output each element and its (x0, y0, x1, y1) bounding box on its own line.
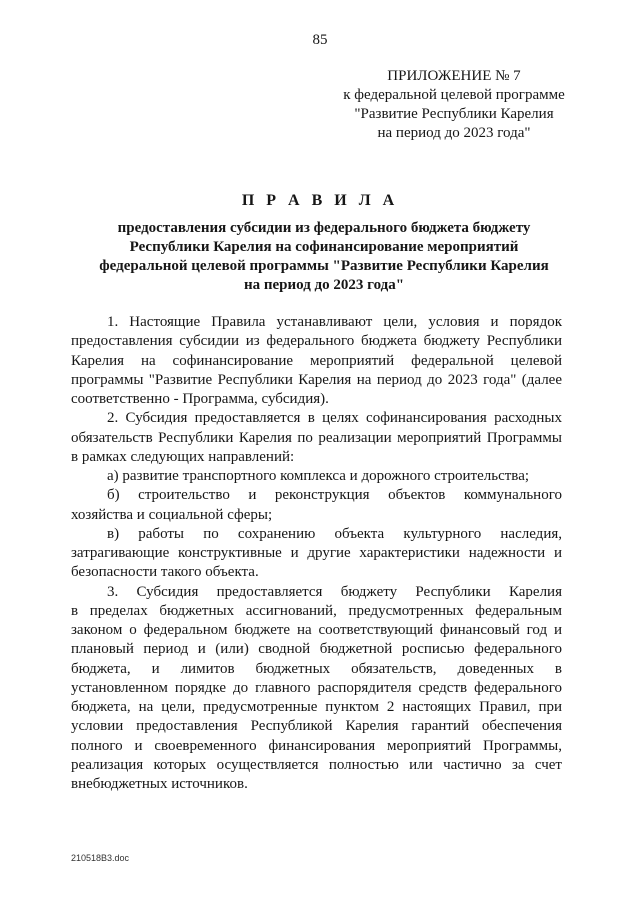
paragraph-line: внебюджетных источников. (71, 776, 248, 792)
paragraph-line: бюджета, и лимитов бюджетных обязательств, доведенных в (71, 660, 562, 677)
paragraph-line: хозяйства и социальной сферы; (71, 506, 273, 523)
paragraph-line: соответственно - Программа, субсидия). (71, 391, 329, 407)
paragraph-line: затрагивающие конструктивные и другие характеристики надежности и (71, 545, 562, 561)
paragraph-line: а) развитие транспортного комплекса и дорожного строительства; (107, 468, 530, 484)
paragraph (71, 525, 562, 583)
paragraph-line: б) строительство и реконструкция объектов коммунального (107, 487, 562, 504)
paragraph-line: установленном порядке до главного распорядителя средств федерального (71, 679, 562, 696)
page-number: 85 (312, 32, 328, 48)
file-name-footer: 210518B3.doc (71, 853, 130, 863)
paragraph-line: Карелия на софинансирование мероприятий федеральной целевой (71, 352, 562, 369)
paragraph-line: 1. Настоящие Правила устанавливают цели, условия и порядок (107, 314, 562, 330)
paragraph-line: плановый период и (или) сводной бюджетной росписью федерального (71, 641, 562, 658)
document-title: П Р А В И Л А (241, 192, 399, 209)
appendix-line: к федеральной целевой программе (343, 87, 565, 103)
subtitle-line: на период до 2023 года" (243, 277, 405, 293)
paragraph-line: полного и своевременного финансирования мероприятий Программы, (71, 737, 562, 754)
paragraph-line: в) работы по сохранению объекта культурного наследия, (107, 525, 562, 542)
paragraph-line: в рамках следующих направлений: (71, 448, 295, 465)
document-subtitle (60, 219, 588, 295)
appendix-line: "Развитие Республики Карелия (354, 106, 554, 122)
paragraph-line: безопасности такого объекта. (71, 564, 259, 581)
paragraph (71, 409, 562, 467)
subtitle-line: федеральной целевой программы "Развитие Республики Карелия (99, 258, 549, 274)
paragraph-line: законом о федеральном бюджете на соответствующий финансовый год и (71, 622, 562, 638)
appendix-line: ПРИЛОЖЕНИЕ № 7 (387, 68, 521, 84)
paragraph-line: бюджета, на цели, предусмотренные пунктом 2 настоящих Правил, при (71, 699, 562, 715)
paragraph-line: в пределах бюджетных ассигнований, предусмотренных федеральным (71, 602, 562, 619)
paragraph-line: 3. Субсидия предоставляется бюджету Республики Карелия (107, 583, 562, 600)
subtitle-line: предоставления субсидии из федерального бюджета бюджету (117, 220, 531, 236)
appendix-line: на период до 2023 года" (377, 125, 531, 141)
paragraph-line: условии предоставления Республикой Карелия гарантий обеспечения (71, 718, 562, 735)
subtitle-line: Республики Карелия на софинансирование мероприятий (129, 239, 519, 255)
paragraph (71, 467, 562, 486)
paragraph-line: реализация которых осуществляется полностью или частично за счет (71, 756, 562, 773)
paragraph (71, 313, 562, 409)
paragraph (71, 583, 562, 795)
paragraph-line: 2. Субсидия предоставляется в целях софинансирования расходных (107, 410, 562, 427)
paragraph-line: обязательств Республики Карелия по реализации мероприятий Программы (71, 429, 562, 446)
document-body (71, 313, 562, 794)
appendix-header (300, 67, 608, 143)
paragraph (71, 486, 562, 525)
paragraph-line: предоставления субсидии из федерального бюджета бюджету Республики (71, 333, 562, 350)
paragraph-line: программы "Развитие Республики Карелия на период до 2023 года" (далее (71, 371, 562, 388)
